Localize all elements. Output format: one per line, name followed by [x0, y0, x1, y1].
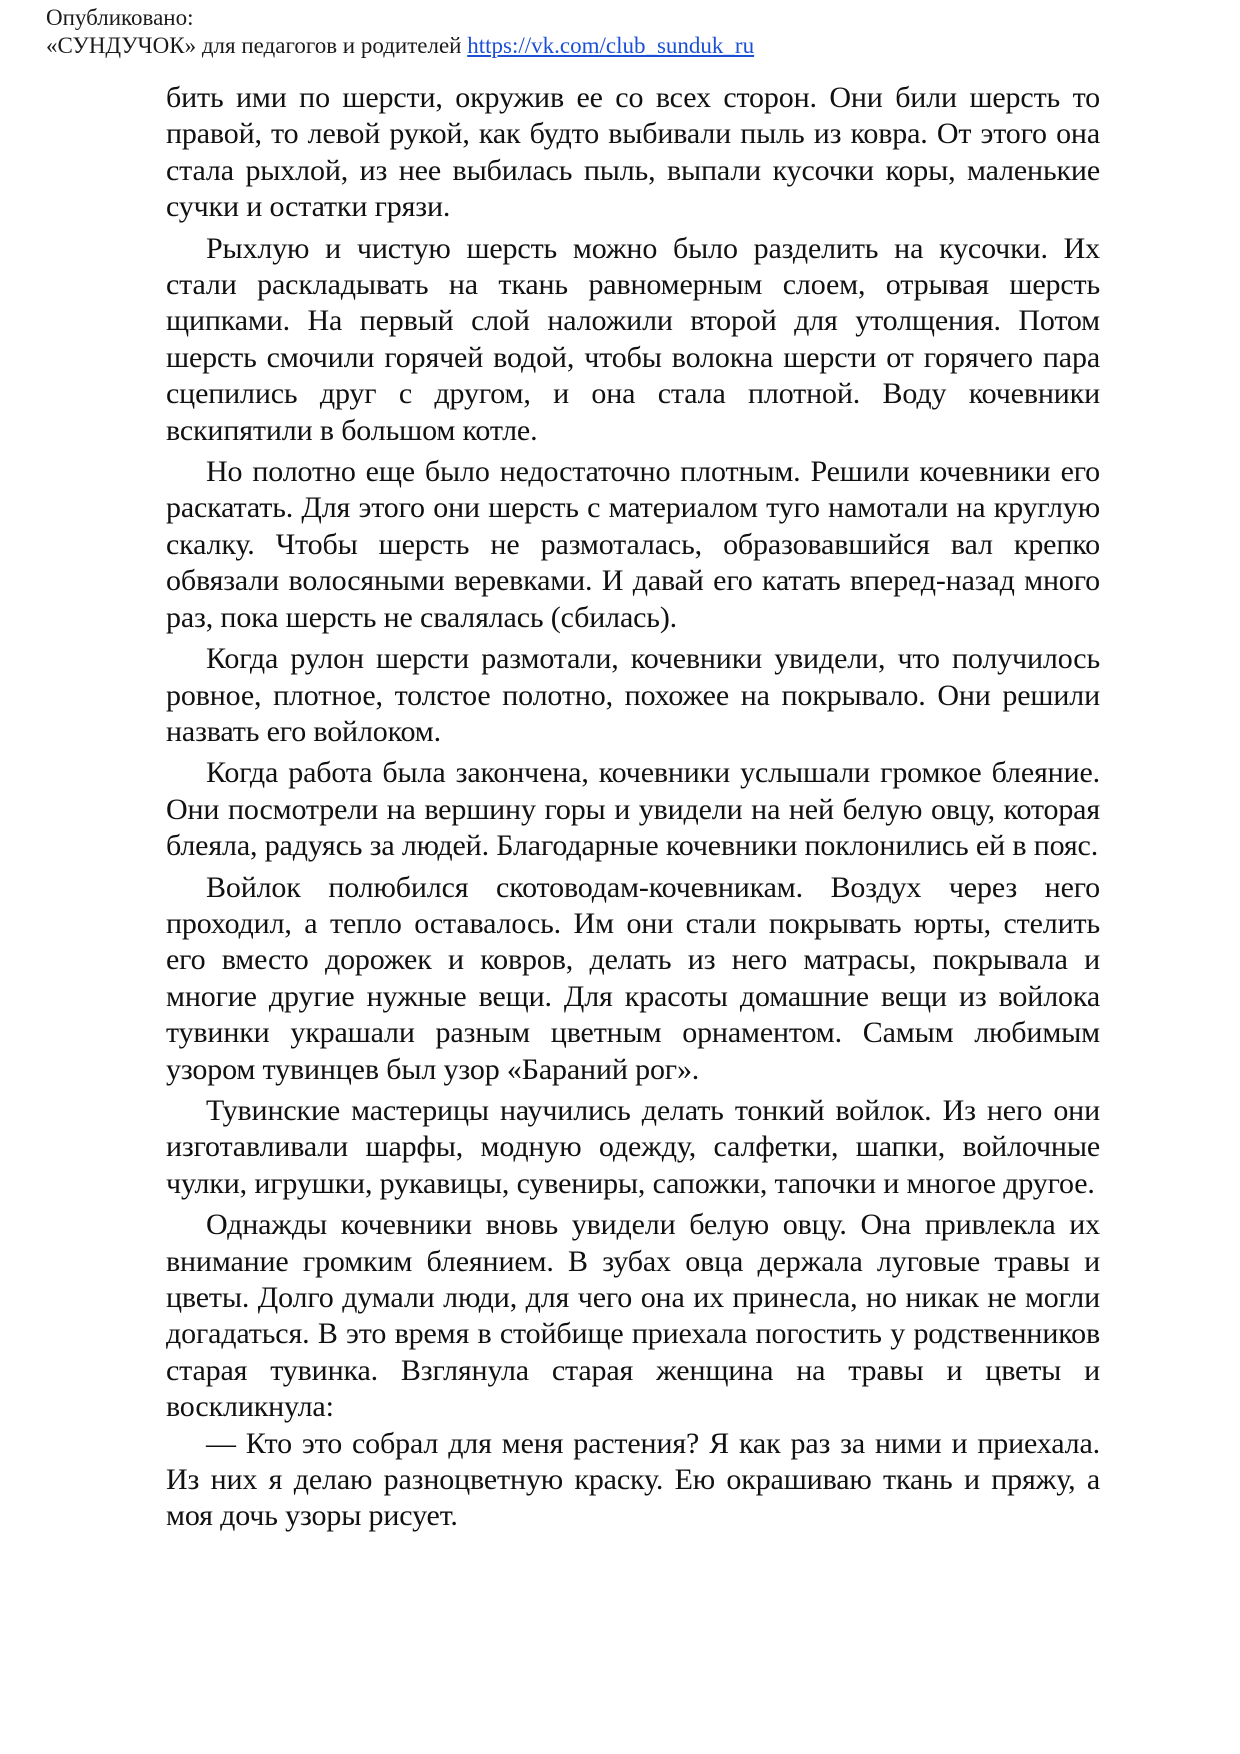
paragraph-8: Однажды кочевники вновь увидели белую овцу. Она привлекла их внимание громким блеянием. В зубах овца держала луговые травы и цветы. Долго думали люди, для чего она их принесла, но никак не могли догадаться. В это время в стойбище приехала погостить у родственников старая тувинка. Взглянула старая женщина на травы и цветы и воскликнула: [166, 1208, 1100, 1424]
publisher-name: «СУНДУЧОК» для педагогов и родителей [46, 33, 468, 58]
paragraph-2: Рыхлую и чистую шерсть можно было разделить на кусочки. Их стали раскладывать на ткань равномерным слоем, отрывая шерсть щипками. На первый слой наложили второй для утолщения. Потом шерсть смочили горячей водой, чтобы волокна шерсти от горячего пара сцепились друг с другом, и она стала плотной. Воду кочевники вскипятили в большом котле. [166, 231, 1100, 447]
paragraph-4: Когда рулон шерсти размотали, кочевники увидели, что получилось ровное, плотное, толстое полотно, похожее на покрывало. Они решили назвать его войлоком. [166, 642, 1100, 748]
publisher-link[interactable]: https://vk.com/club_sunduk_ru [467, 33, 755, 58]
paragraph-6: Войлок полюбился скотоводам-кочевникам. Воздух через него проходил, а тепло оставалось. Им они стали покрывать юрты, стелить его вместо дорожек и ковров, делать из него матрасы, покрывала и многие другие нужные вещи. Для красоты домашние вещи из войлока тувинки украшали разным цветным орнаментом. Самым любимым узором тувинцев был узор «Бараний рог». [166, 870, 1100, 1086]
paragraph-1: бить ими по шерсти, окружив ее со всех сторон. Они били шерсть то правой, то левой рукой, как будто выбивали пыль из ковра. От этого она стала рыхлой, из нее выбилась пыль, выпали кусочки коры, маленькие сучки и остатки грязи. [166, 81, 1100, 224]
story-text [166, 80, 1100, 1535]
paragraph-3: Но полотно еще было недостаточно плотным. Решили кочевники его раскатать. Для этого они шерсть с материалом туго намотали на круглую скалку. Чтобы шерсть не размоталась, образовавшийся вал крепко обвязали волосяными веревками. И давай его катать вперед-назад много раз, пока шерсть не свалялась (сбилась). [166, 455, 1100, 634]
publication-header [46, 4, 754, 60]
paragraph-7: Тувинские мастерицы научились делать тонкий войлок. Из него они изготавливали шарфы, модную одежду, салфетки, шапки, войлочные чулки, игрушки, рукавицы, сувениры, сапожки, тапочки и многое другое. [166, 1093, 1100, 1200]
paragraph-9: — Кто это собрал для меня растения? Я как раз за ними и приехала. Из них я делаю разноцветную краску. Ею окрашиваю ткань и пряжу, а моя дочь узоры рисует. [166, 1426, 1100, 1533]
paragraph-5: Когда работа была закончена, кочевники услышали громкое блеяние. Они посмотрели на вершину горы и увидели на ней белую овцу, которая блеяла, радуясь за людей. Благодарные кочевники поклонились ей в пояс. [166, 756, 1100, 863]
published-label: Опубликовано: [46, 5, 194, 30]
publisher-line [46, 32, 754, 60]
